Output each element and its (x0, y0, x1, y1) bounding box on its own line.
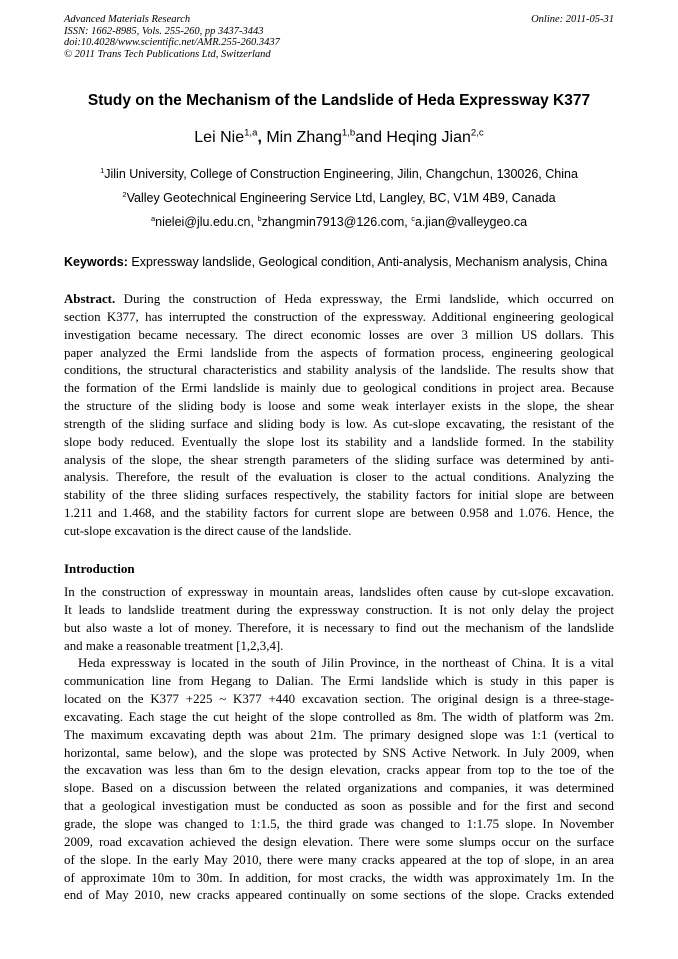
paper-title: Study on the Mechanism of the Landslide of Heda Expressway K377 (87, 92, 591, 109)
copyright: © 2011 Trans Tech Publications Ltd, Switzerland (64, 48, 271, 60)
paragraph-line: end of May 2010, new cracks appeared continually on some sections of the slope. Cracks extended (64, 888, 614, 903)
affiliation-text: Valley Geotechnical Engineering Service Ltd, Langley, BC, V1M 4B9, Canada (126, 191, 556, 205)
issn: ISSN: 1662-8985, Vols. 255-260, pp 3437-3443 (64, 25, 264, 37)
abstract-line: conditions, the structural characteristics and stability analysis of the landslide. The results show that (64, 363, 614, 378)
paragraph-line: the excavation was less than 6m to the design elevation, cracks appear from top to the toe of the (64, 763, 614, 778)
paragraph-line: of the slope. In the early May 2010, there were many cracks appeared at the top of slope, in an area (64, 852, 614, 867)
email: nielei@jlu.edu.cn, (155, 215, 258, 229)
paragraph-line: grade, the slope was changed to 1:1.5, the third grade was changed to 1:1.75 slope. In November (64, 816, 614, 831)
affiliation (0, 167, 678, 181)
email-mark: b (257, 213, 262, 223)
paragraph-line: of approximate 10m to 30m. In addition, for most cracks, the width was approximately 1m. In the (64, 870, 614, 885)
paragraph-line: Heda expressway is located in the south of Jilin Province, in the northeast of China. It is a vital (78, 656, 614, 671)
keywords (64, 255, 607, 269)
doi: doi:10.4028/www.scientific.net/AMR.255-260.3437 (64, 37, 280, 48)
abstract-line: the structure of the sliding body is loose and some weak interlayer exists in the slope, the shear (64, 399, 614, 414)
paragraph-line: located on the K377 +225 ~ K377 +440 excavation section. The original design is a three-stage- (64, 692, 614, 707)
online-date: Online: 2011-05-31 (531, 14, 614, 25)
paragraph-line: communication line from Hegang to Dalian. The Ermi landslide which is study in this paper is (64, 674, 614, 689)
author-affiliation-mark: 1,b (341, 127, 356, 139)
author-separator: , (257, 129, 267, 146)
affiliation (0, 191, 678, 205)
email: a.jian@valleygeo.ca (414, 215, 528, 229)
author-name: Min Zhang (266, 129, 342, 146)
abstract-line: strength of the sliding surface and sliding body is low. As cut-slope excavating, the resistant of the (64, 416, 614, 431)
author-name: Lei Nie (194, 129, 245, 146)
author-list (0, 129, 678, 147)
email-mark: c (411, 213, 415, 223)
abstract-line: cut-slope excavation is the direct cause of the landslide. (64, 523, 352, 538)
paragraph-line: The maximum excavating depth was about 21m. The primary designed slope was 1:1 (vertical to (64, 727, 614, 742)
paragraph-line: that a geological investigation must be conducted as soon as possible and for the first and second (64, 799, 614, 814)
paragraph-line: slope. Based on a discussion between the related organizations and companies, it was determined (64, 781, 614, 796)
abstract-line: 1.211 and 1.468, and the stability factors for current slope are between 0.958 and 1.076. Hence, the (64, 506, 614, 521)
keywords-text: Expressway landslide, Geological condition, Anti-analysis, Mechanism analysis, China (127, 255, 608, 269)
paragraph-line: 2009, road excavation achieved the design elevation. There were some slumps occur on the surface (64, 834, 614, 849)
author-affiliation-mark: 2,c (470, 127, 484, 139)
paragraph-line: excavating. Each stage the cut height of the slope controlled as 8m. The width of platform was 2m. (64, 709, 614, 724)
author-affiliation-mark: 1,a (244, 127, 258, 139)
abstract (64, 291, 614, 541)
abstract-line: section K377, has interrupted the construction of the expressway. Additional engineering geological (64, 309, 614, 324)
journal-header (64, 14, 280, 60)
paragraph-line: horizontal, same below), and the slope was protected by SNS Active Network. In July 2009, when (64, 745, 614, 760)
abstract-line: investigation became necessary. The direct economic losses are over 3 million US dollars. This (64, 327, 614, 342)
author-name: and Heqing Jian (355, 129, 471, 146)
section-heading-introduction: Introduction (64, 561, 135, 576)
paragraph-line: but also waste a lot of money. Therefore, it is necessary to find out the mechanism of the landslide (64, 620, 614, 635)
affiliation-text: Jilin University, College of Construction Engineering, Jilin, Changchun, 130026, China (104, 167, 578, 181)
email: zhangmin7913@126.com, (261, 215, 412, 229)
email-mark: a (150, 213, 156, 223)
abstract-line: slope body reduced. Eventually the slope lost its stability and a landslide formed. In the stability (64, 434, 614, 449)
author-emails (0, 215, 678, 229)
abstract-text: During the construction of Heda expressway, the Ermi landslide, which occurred on (115, 292, 614, 306)
abstract-line: stability of the three sliding surfaces respectively, the stability factors for initial slope are between (64, 488, 614, 503)
abstract-line: analysis of the slope, the shear strength parameters of the sliding surface was determined by anti- (64, 452, 614, 467)
abstract-label: Abstract. (64, 292, 116, 306)
paragraph-line: and make a reasonable treatment [1,2,3,4]. (64, 638, 284, 653)
keywords-label: Keywords: (64, 255, 128, 269)
journal-name: Advanced Materials Research (64, 14, 191, 25)
abstract-line: analysis. Therefore, the result of the evaluation is closer to the actual conditions. Analyzing the (64, 470, 614, 485)
abstract-line: paper analyzed the Ermi landslide from the aspects of formation process, engineering geological (64, 345, 614, 360)
abstract-line (64, 291, 614, 309)
affiliation-mark: 1 (100, 165, 105, 175)
affiliation-mark: 2 (122, 189, 127, 199)
introduction-body (64, 584, 614, 905)
paragraph-line: It leads to landslide treatment during the expressway construction. It is not only delay the project (64, 602, 614, 617)
paragraph-line: In the construction of expressway in mountain areas, landslides often cause by cut-slope excavation. (64, 585, 614, 599)
abstract-line: the formation of the Ermi landslide is mainly due to geological conditions in project area. Because (64, 381, 614, 396)
